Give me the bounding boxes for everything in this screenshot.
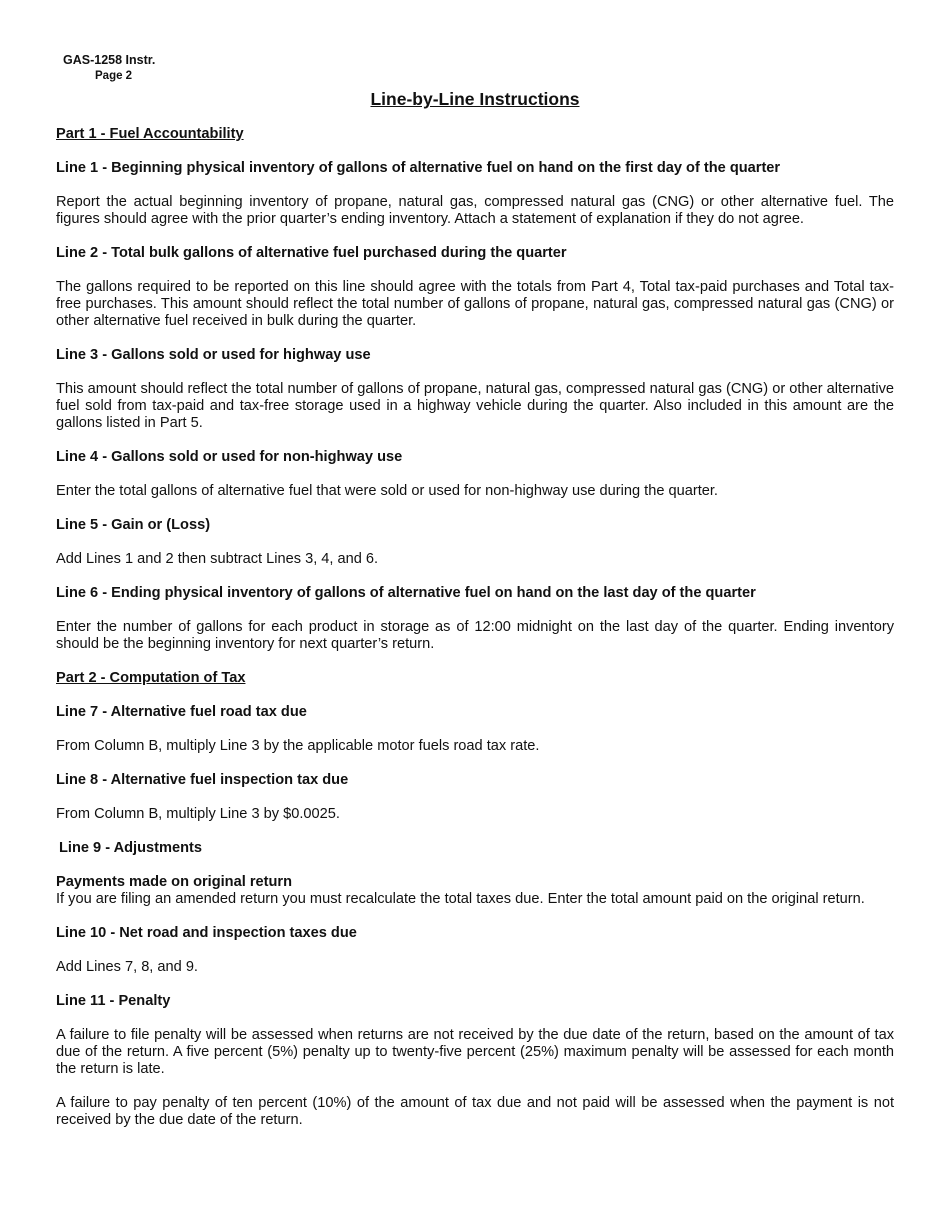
- instructions-body: [56, 126, 894, 1146]
- line3-section: [56, 347, 894, 432]
- line10-heading: Line 10 - Net road and inspection taxes due: [56, 925, 357, 941]
- line5-heading: Line 5 - Gain or (Loss): [56, 517, 211, 533]
- line9-section: [56, 840, 894, 908]
- line3-heading: Line 3 - Gallons sold or used for highway use: [56, 347, 371, 363]
- line1-heading: Line 1 - Beginning physical inventory of gallons of alternative fuel on hand on the first day of the quarter: [56, 160, 781, 176]
- line11-section: [56, 993, 894, 1129]
- line1-section: [56, 160, 894, 228]
- line11-text-failure-to-file: A failure to file penalty will be assessed when returns are not received by the due date of the return, based on the amount of tax due of the return. A five percent (5%) penalty up to twenty-five percent (25%) maximum penalty will be assessed for each month the return is late.: [56, 1027, 894, 1077]
- line5-text: Add Lines 1 and 2 then subtract Lines 3, 4, and 6.: [56, 551, 379, 567]
- line7-section: [56, 704, 894, 755]
- part1-heading: Part 1 - Fuel Accountability: [56, 126, 244, 142]
- line10-text: Add Lines 7, 8, and 9.: [56, 959, 198, 975]
- line9-subheading: Payments made on original return: [56, 874, 292, 890]
- line4-heading: Line 4 - Gallons sold or used for non-highway use: [56, 449, 403, 465]
- page-number: Page 2: [95, 70, 133, 82]
- line11-heading: Line 11 - Penalty: [56, 993, 171, 1009]
- form-id: GAS-1258 Instr.: [63, 53, 156, 67]
- line9-text: If you are filing an amended return you must recalculate the total taxes due. Enter the total amount paid on the original return.: [56, 891, 865, 907]
- line8-heading: Line 8 - Alternative fuel inspection tax due: [56, 772, 349, 788]
- line9-heading: Line 9 - Adjustments: [59, 840, 202, 856]
- line2-text: The gallons required to be reported on this line should agree with the totals from Part 4, Total tax-paid purchases and Total tax-free purchases. This amount should reflect the total number of gallons of propane, natural gas, compressed natural gas (CNG) or other alternative fuel received in bulk during the quarter.: [56, 279, 894, 329]
- line2-heading: Line 2 - Total bulk gallons of alternative fuel purchased during the quarter: [56, 245, 567, 261]
- page-title: Line-by-Line Instructions: [370, 89, 580, 109]
- line6-text: Enter the number of gallons for each product in storage as of 12:00 midnight on the last day of the quarter. Ending inventory should be the beginning inventory for next quarter’s return.: [56, 619, 894, 652]
- line8-section: [56, 772, 894, 823]
- line7-text: From Column B, multiply Line 3 by the applicable motor fuels road tax rate.: [56, 738, 540, 754]
- line3-text: This amount should reflect the total number of gallons of propane, natural gas, compressed natural gas (CNG) or other alternative fuel sold from tax-paid and tax-free storage used in a highway vehicle during the quarter. Also included in this amount are the gallons listed in Part 5.: [56, 381, 894, 431]
- line6-section: [56, 585, 894, 653]
- line10-section: [56, 925, 894, 976]
- part2-heading: Part 2 - Computation of Tax: [56, 670, 246, 686]
- line1-text: Report the actual beginning inventory of propane, natural gas, compressed natural gas (CNG) or other alternative fuel. The figures should agree with the prior quarter’s ending inventory. Attach a statement of explanation if they do not agree.: [56, 194, 894, 227]
- line11-text-failure-to-pay: A failure to pay penalty of ten percent (10%) of the amount of tax due and not paid will be assessed when the payment is not received by the due date of the return.: [56, 1095, 894, 1128]
- line8-text: From Column B, multiply Line 3 by $0.0025.: [56, 806, 340, 822]
- line4-section: [56, 449, 894, 500]
- line2-section: [56, 245, 894, 330]
- line5-section: [56, 517, 894, 568]
- line4-text: Enter the total gallons of alternative fuel that were sold or used for non-highway use during the quarter.: [56, 483, 718, 499]
- line6-heading: Line 6 - Ending physical inventory of gallons of alternative fuel on hand on the last day of the quarter: [56, 585, 756, 601]
- line7-heading: Line 7 - Alternative fuel road tax due: [56, 704, 307, 720]
